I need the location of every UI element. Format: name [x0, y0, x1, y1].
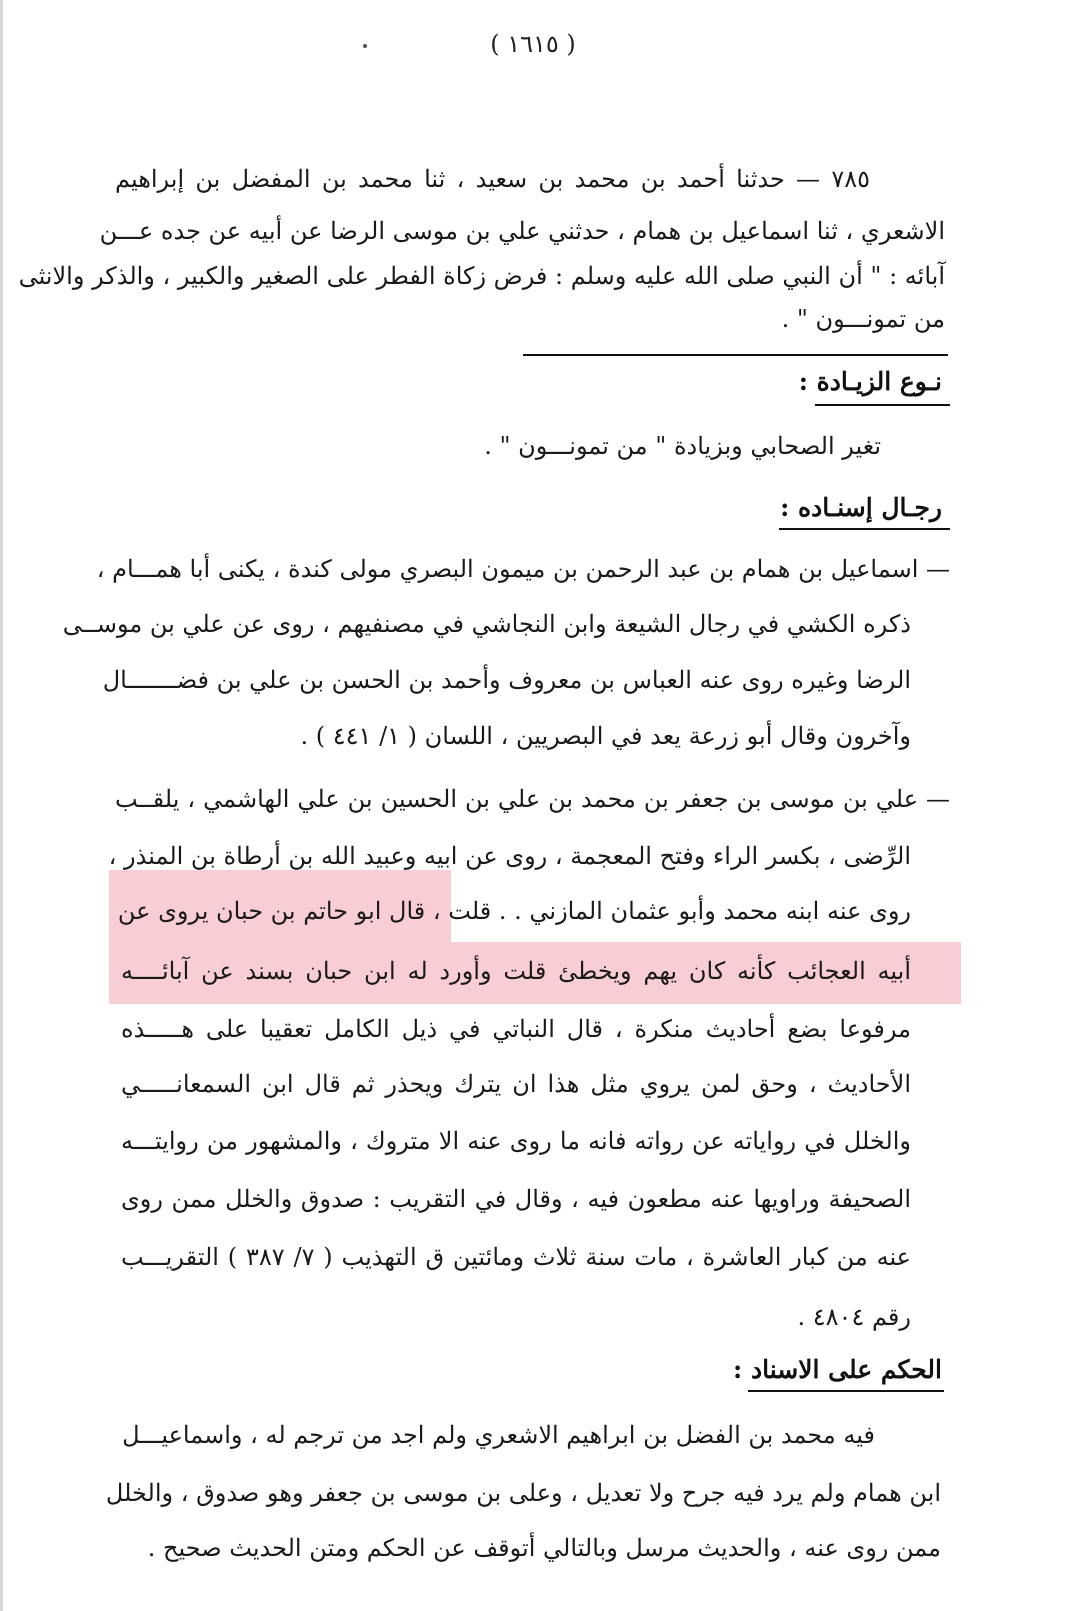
heading-underline	[815, 404, 950, 406]
page-number: ( ١٦١٥ )	[490, 30, 576, 58]
narrator-line: روى عنه ابنه محمد وأبو عثمان المازني . . قلت ، قال ابو حاتم بن حبان يروى عن	[117, 897, 911, 925]
narrator-line: الأحاديث ، وحق لمن يروي مثل هذا ان يترك ويحذر ثم قال ابن السمعانـــــي	[121, 1070, 911, 1098]
narrator-line: — اسماعيل بن همام بن عبد الرحمن بن ميمون البصري مولى كندة ، يكنى أبا همـــام ،	[96, 555, 950, 583]
narrator-line: رقم ٤٨٠٤ .	[797, 1303, 911, 1331]
heading-underline	[748, 1390, 944, 1392]
hadith-line: ٧٨٥ — حدثنا أحمد بن محمد بن سعيد ، ثنا محمد بن المفضل بن إبراهيم	[115, 165, 870, 193]
ruling-heading: الحكم على الاسناد :	[733, 1355, 942, 1384]
narrator-line: مرفوعا بضع أحاديث منكرة ، قال النباتي في ذيل الكامل تعقيبا على هـــــذه	[121, 1015, 911, 1043]
hadith-line: آبائه : " أن النبي صلى الله عليه وسلم : فرض زكاة الفطر على الصغير والكبير ، والذكر والانثى	[18, 262, 945, 290]
narrator-line: الرضا وغيره روى عنه العباس بن معروف وأحمد بن الحسن بن علي بن فضـــــــال	[102, 666, 911, 694]
ruling-line: ممن روى عنه ، والحديث مرسل وبالتالي أتوقف عن الحكم ومتن الحديث صحيح .	[147, 1534, 941, 1562]
narrator-line: أبيه العجائب كأنه كان يهم ويخطئ قلت وأورد له ابن حبان بسند عن آبائــــه	[121, 957, 911, 985]
narrator-line: والخلل في رواياته عن رواته فانه ما روى عنه الا متروك ، والمشهور من روايتـــه	[121, 1127, 911, 1155]
narrator-line: عنه من كبار العاشرة ، مات سنة ثلاث ومائتين ق التهذيب ( ٧/ ٣٨٧ ) التقريـــب	[121, 1243, 911, 1271]
hadith-line: من تمونـــون " .	[781, 305, 945, 333]
narrator-line: وآخرون وقال أبو زرعة يعد في البصريين ، اللسان ( ١/ ٤٤١ ) .	[300, 722, 911, 750]
narrator-line: الرِّضى ، بكسر الراء وفتح المعجمة ، روى عن ابيه وعبيد الله بن أرطاة بن المنذر ،	[108, 842, 911, 870]
narrator-line: — علي بن موسى بن جعفر بن محمد بن علي بن الحسين بن علي الهاشمي ، يلقــب	[115, 785, 950, 813]
hadith-line: الاشعري ، ثنا اسماعيل بن همام ، حدثني علي بن موسى الرضا عن أبيه عن جده عـــن	[99, 217, 945, 245]
addition-text: تغير الصحابي وبزيادة " من تمونـــون " .	[484, 432, 881, 460]
section-rule	[523, 354, 948, 356]
ruling-line: ابن همام ولم يرد فيه جرح ولا تعديل ، وعلى بن موسى بن جعفر وهو صدوق ، والخلل	[105, 1479, 941, 1507]
scan-speck	[363, 44, 367, 48]
narrator-line: الصحيفة وراويها عنه مطعون فيه ، وقال في التقريب : صدوق والخلل ممن روى	[121, 1185, 911, 1213]
addition-heading: نـوع الزيـادة :	[798, 367, 942, 396]
narrator-line: ذكره الكشي في رجال الشيعة وابن النجاشي في مصنفيهم ، روى عن علي بن موســى	[62, 610, 911, 638]
narrators-heading: رجـال إسنـاده :	[780, 493, 942, 522]
heading-underline	[779, 528, 950, 530]
ruling-line: فيه محمد بن الفضل بن ابراهيم الاشعري ولم اجد من ترجم له ، واسماعيـــل	[122, 1421, 875, 1449]
